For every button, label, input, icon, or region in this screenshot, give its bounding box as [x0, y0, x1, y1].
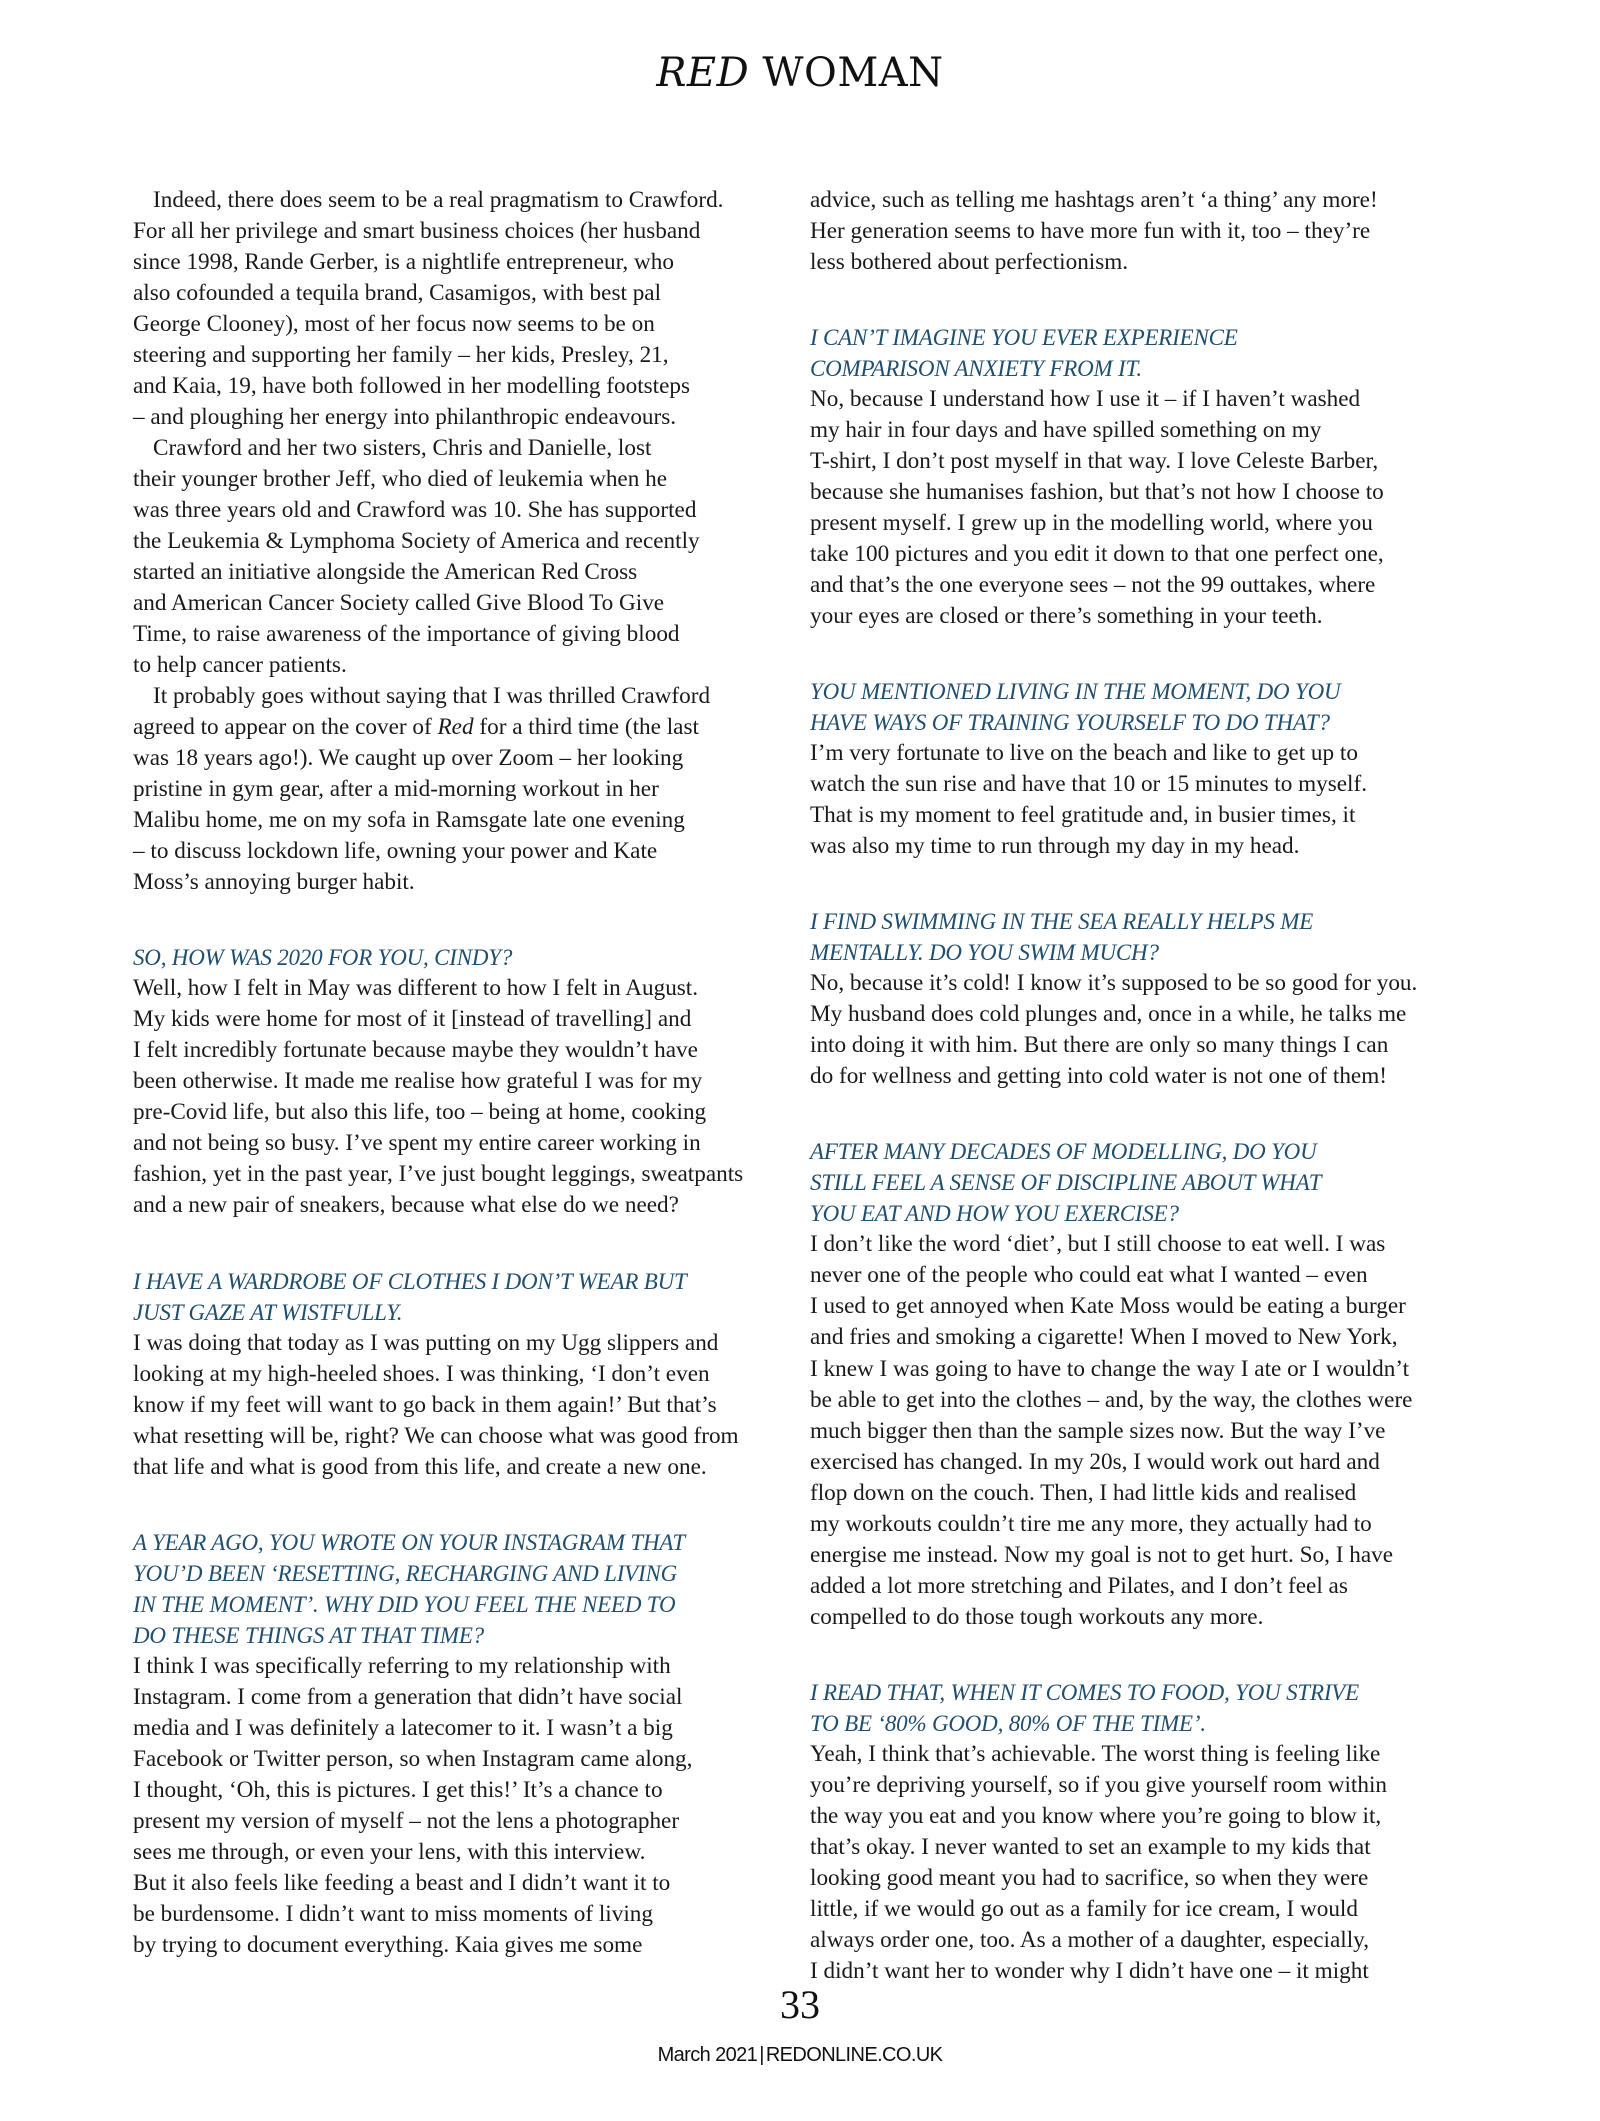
- masthead: [0, 48, 1600, 98]
- text-line: A YEAR AGO, YOU WROTE ON YOUR INSTAGRAM THAT: [133, 1529, 685, 1555]
- text-line: into doing it with him. But there are only so many things I can: [810, 1032, 1389, 1059]
- question-heading: [810, 1136, 1472, 1229]
- text-line: your eyes are closed or there’s something in your teeth.: [810, 603, 1323, 630]
- text-line: pristine in gym gear, after a mid-morning workout in her: [133, 776, 659, 803]
- text-line: sees me through, or even your lens, with this interview.: [133, 1838, 646, 1865]
- question-heading: [133, 942, 795, 973]
- text-line: I’m very fortunate to live on the beach and like to get up to: [810, 740, 1358, 767]
- left-column: [133, 185, 795, 1961]
- text-line: to help cancer patients.: [133, 652, 347, 679]
- text-line: advice, such as telling me hashtags aren’t ‘a thing’ any more!: [810, 187, 1378, 213]
- text-line: I think I was specifically referring to my relationship with: [133, 1652, 671, 1679]
- text-line: and not being so busy. I’ve spent my entire career working in: [133, 1130, 701, 1157]
- footer-separator: |: [759, 2044, 764, 2066]
- answer-text: [133, 1328, 795, 1483]
- continued-answer: [810, 185, 1472, 278]
- text-line: – and ploughing her energy into philanthropic endeavours.: [133, 404, 677, 431]
- masthead-section: WOMAN: [762, 50, 944, 96]
- text-line: No, because it’s cold! I know it’s supposed to be so good for you.: [810, 970, 1418, 997]
- text-line: I thought, ‘Oh, this is pictures. I get this!’ It’s a chance to: [133, 1776, 663, 1803]
- text-line: I was doing that today as I was putting on my Ugg slippers and: [133, 1329, 719, 1356]
- text-line: It probably goes without saying that I was thrilled Crawford: [153, 683, 711, 710]
- text-line: I CAN’T IMAGINE YOU EVER EXPERIENCE: [810, 325, 1238, 351]
- text-line: George Clooney), most of her focus now seems to be on: [133, 311, 655, 338]
- text-line: been otherwise. It made me realise how grateful I was for my: [133, 1068, 703, 1095]
- intro-paragraph: [133, 681, 795, 898]
- text-line: I HAVE A WARDROBE OF CLOTHES I DON’T WEAR BUT: [133, 1268, 687, 1294]
- text-line: be able to get into the clothes – and, by the way, the clothes were: [810, 1386, 1413, 1413]
- text-line: since 1998, Rande Gerber, is a nightlife entrepreneur, who: [133, 249, 674, 276]
- text-line: little, if we would go out as a family for ice cream, I would: [810, 1895, 1358, 1922]
- text-run: for a third time (the last: [473, 714, 699, 741]
- text-run: agreed to appear on the cover of: [133, 714, 438, 741]
- question-heading: [810, 676, 1472, 738]
- text-line: Instagram. I come from a generation that didn’t have social: [133, 1683, 683, 1710]
- question-heading: [133, 1266, 795, 1328]
- text-line: My husband does cold plunges and, once in a while, he talks me: [810, 1001, 1407, 1028]
- question-heading: [810, 906, 1472, 968]
- text-line: my hair in four days and have spilled something on my: [810, 417, 1322, 444]
- question-heading: [810, 322, 1472, 384]
- text-line: that’s okay. I never wanted to set an example to my kids that: [810, 1833, 1371, 1860]
- question-heading: [133, 1527, 795, 1651]
- answer-text: [810, 738, 1472, 862]
- text-line: know if my feet will want to go back in them again!’ But that’s: [133, 1391, 717, 1418]
- text-line: present my version of myself – not the lens a photographer: [133, 1807, 680, 1834]
- page-number: 33: [780, 1982, 820, 2027]
- text-line: That is my moment to feel gratitude and, in busier times, it: [810, 802, 1356, 829]
- text-line: MENTALLY. DO YOU SWIM MUCH?: [810, 940, 1159, 966]
- answer-text: [133, 1651, 795, 1961]
- text-line: YOU EAT AND HOW YOU EXERCISE?: [810, 1201, 1179, 1227]
- text-line: [133, 712, 795, 743]
- text-line: and a new pair of sneakers, because what else do we need?: [133, 1192, 679, 1219]
- qa-block: [810, 1136, 1472, 1632]
- text-line: always order one, too. As a mother of a daughter, especially,: [810, 1926, 1370, 1953]
- text-line: added a lot more stretching and Pilates, and I don’t feel as: [810, 1572, 1348, 1599]
- qa-block: [133, 1266, 795, 1483]
- text-line: do for wellness and getting into cold water is not one of them!: [810, 1063, 1387, 1090]
- text-line: was also my time to run through my day in my head.: [810, 833, 1300, 860]
- right-column: [810, 185, 1472, 1987]
- text-line: I knew I was going to have to change the way I ate or I wouldn’t: [810, 1355, 1410, 1382]
- text-line: never one of the people who could eat what I wanted – even: [810, 1262, 1368, 1289]
- text-line: Indeed, there does seem to be a real pragmatism to Crawford.: [153, 187, 724, 213]
- qa-block: [810, 322, 1472, 632]
- text-line: exercised has changed. In my 20s, I would work out hard and: [810, 1448, 1380, 1475]
- text-line: less bothered about perfectionism.: [810, 249, 1129, 276]
- text-line: and Kaia, 19, have both followed in her modelling footsteps: [133, 373, 691, 400]
- text-line: Malibu home, me on my sofa in Ramsgate late one evening: [133, 807, 685, 834]
- masthead-brand: RED: [656, 50, 750, 96]
- qa-block: [810, 676, 1472, 862]
- text-line: by trying to document everything. Kaia gives me some: [133, 1931, 643, 1958]
- text-line: HAVE WAYS OF TRAINING YOURSELF TO DO THAT?: [810, 710, 1330, 736]
- text-line: Moss’s annoying burger habit.: [133, 869, 415, 896]
- text-line: and that’s the one everyone sees – not the 99 outtakes, where: [810, 572, 1376, 599]
- text-line: my workouts couldn’t tire me any more, they actually had to: [810, 1510, 1372, 1537]
- text-line: present myself. I grew up in the modelling world, where you: [810, 510, 1373, 537]
- text-line: much bigger then than the sample sizes now. But the way I’ve: [810, 1417, 1386, 1444]
- question-heading: [810, 1677, 1472, 1739]
- qa-block: [133, 1527, 795, 1961]
- text-line: YOU MENTIONED LIVING IN THE MOMENT, DO YOU: [810, 679, 1341, 705]
- text-line: also cofounded a tequila brand, Casamigos, with best pal: [133, 280, 662, 307]
- text-line: T-shirt, I don’t post myself in that way. I love Celeste Barber,: [810, 448, 1379, 475]
- text-line: fashion, yet in the past year, I’ve just bought leggings, sweatpants: [133, 1161, 744, 1188]
- text-line: steering and supporting her family – her kids, Presley, 21,: [133, 342, 669, 369]
- text-line: – to discuss lockdown life, owning your power and Kate: [133, 838, 658, 865]
- text-line: you’re depriving yourself, so if you give yourself room within: [810, 1771, 1388, 1798]
- page-footer: [0, 2043, 1600, 2067]
- text-line: and fries and smoking a cigarette! When I moved to New York,: [810, 1324, 1398, 1351]
- text-line: flop down on the couch. Then, I had little kids and realised: [810, 1479, 1357, 1506]
- answer-text: [133, 973, 795, 1221]
- text-line: Crawford and her two sisters, Chris and Danielle, lost: [153, 435, 652, 462]
- text-line: compelled to do those tough workouts any more.: [810, 1603, 1264, 1630]
- text-line: But it also feels like feeding a beast and I didn’t want it to: [133, 1869, 671, 1896]
- text-line: For all her privilege and smart business choices (her husband: [133, 218, 701, 245]
- text-line: Facebook or Twitter person, so when Instagram came along,: [133, 1745, 693, 1772]
- text-line: take 100 pictures and you edit it down to that one perfect one,: [810, 541, 1384, 568]
- text-line: STILL FEEL A SENSE OF DISCIPLINE ABOUT WHAT: [810, 1170, 1322, 1196]
- qa-block: [133, 942, 795, 1221]
- text-line: Time, to raise awareness of the importance of giving blood: [133, 621, 680, 648]
- text-line: AFTER MANY DECADES OF MODELLING, DO YOU: [810, 1139, 1317, 1165]
- text-line: looking at my high-heeled shoes. I was thinking, ‘I don’t even: [133, 1360, 710, 1387]
- answer-text: [810, 1739, 1472, 1987]
- text-line: I READ THAT, WHEN IT COMES TO FOOD, YOU STRIVE: [810, 1679, 1359, 1705]
- issue-date: March 2021: [657, 2044, 758, 2066]
- text-line: the way you eat and you know where you’re going to blow it,: [810, 1802, 1382, 1829]
- answer-text: [810, 968, 1472, 1092]
- intro-paragraph: [133, 433, 795, 681]
- text-line: started an initiative alongside the American Red Cross: [133, 559, 638, 586]
- answer-text: [810, 384, 1472, 632]
- qa-block: [810, 1677, 1472, 1987]
- text-line: TO BE ‘80% GOOD, 80% OF THE TIME’.: [810, 1710, 1206, 1736]
- text-line: Her generation seems to have more fun with it, too – they’re: [810, 218, 1371, 245]
- text-line: media and I was definitely a latecomer to it. I wasn’t a big: [133, 1714, 673, 1741]
- text-line: I FIND SWIMMING IN THE SEA REALLY HELPS ME: [810, 909, 1314, 935]
- text-line: the Leukemia & Lymphoma Society of America and recently: [133, 528, 700, 555]
- text-line: their younger brother Jeff, who died of leukemia when he: [133, 466, 668, 493]
- text-line: I used to get annoyed when Kate Moss would be eating a burger: [810, 1293, 1406, 1320]
- text-line: COMPARISON ANXIETY FROM IT.: [810, 356, 1142, 382]
- text-line: that life and what is good from this life, and create a new one.: [133, 1453, 707, 1480]
- text-line: I didn’t want her to wonder why I didn’t have one – it might: [810, 1957, 1369, 1984]
- text-line: No, because I understand how I use it – if I haven’t washed: [810, 386, 1361, 413]
- website-link: REDONLINE.CO.UK: [765, 2044, 943, 2066]
- text-line: because she humanises fashion, but that’s not how I choose to: [810, 479, 1384, 506]
- text-line: JUST GAZE AT WISTFULLY.: [133, 1299, 403, 1325]
- text-line: My kids were home for most of it [instead of travelling] and: [133, 1006, 692, 1033]
- text-line: looking good meant you had to sacrifice, so when they were: [810, 1864, 1369, 1891]
- text-line: pre-Covid life, but also this life, too – being at home, cooking: [133, 1099, 707, 1126]
- magazine-title: Red: [437, 714, 474, 741]
- text-line: watch the sun rise and have that 10 or 15 minutes to myself.: [810, 771, 1368, 798]
- answer-text: [810, 1229, 1472, 1632]
- text-line: energise me instead. Now my goal is not to get hurt. So, I have: [810, 1541, 1394, 1568]
- text-line: SO, HOW WAS 2020 FOR YOU, CINDY?: [133, 945, 513, 971]
- text-line: Well, how I felt in May was different to how I felt in August.: [133, 975, 699, 1002]
- text-line: DO THESE THINGS AT THAT TIME?: [133, 1622, 484, 1648]
- text-line: I don’t like the word ‘diet’, but I still choose to eat well. I was: [810, 1231, 1386, 1258]
- intro-paragraph: [133, 185, 795, 433]
- text-line: Yeah, I think that’s achievable. The worst thing is feeling like: [810, 1740, 1381, 1767]
- text-line: be burdensome. I didn’t want to miss moments of living: [133, 1900, 653, 1927]
- text-line: what resetting will be, right? We can choose what was good from: [133, 1422, 739, 1449]
- qa-block: [810, 906, 1472, 1092]
- text-line: IN THE MOMENT’. WHY DID YOU FEEL THE NEED TO: [133, 1591, 676, 1617]
- text-line: was 18 years ago!). We caught up over Zoom – her looking: [133, 745, 684, 772]
- text-line: YOU’D BEEN ‘RESETTING, RECHARGING AND LIVING: [133, 1560, 678, 1586]
- text-line: and American Cancer Society called Give Blood To Give: [133, 590, 665, 617]
- text-line: was three years old and Crawford was 10. She has supported: [133, 497, 697, 524]
- text-line: I felt incredibly fortunate because maybe they wouldn’t have: [133, 1037, 698, 1064]
